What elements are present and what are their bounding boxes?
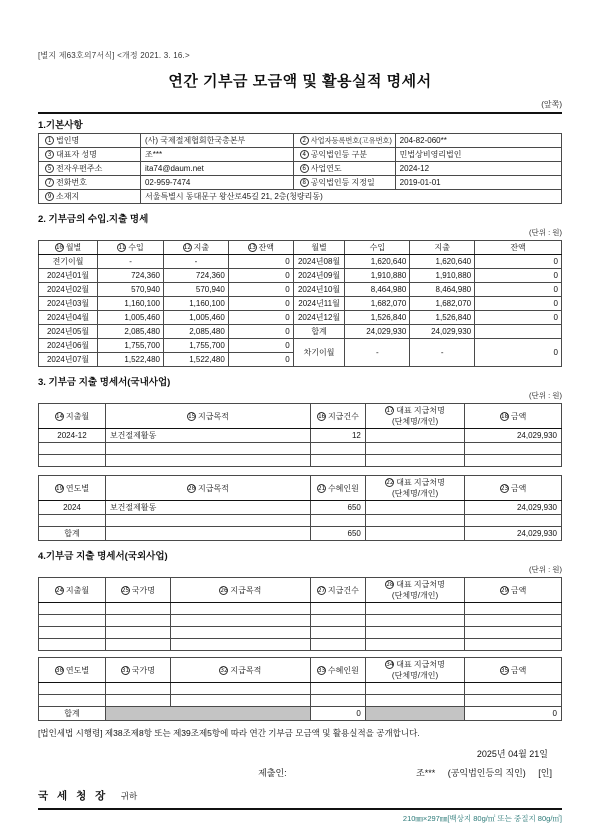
table-cell: 합계 — [39, 707, 106, 721]
table-cell — [365, 627, 464, 639]
circled-number: 35 — [500, 666, 509, 674]
table-cell — [365, 707, 464, 721]
unit-note: (단위 : 원) — [529, 228, 562, 237]
table-cell: 1,522,480 — [163, 353, 228, 367]
table-row — [39, 311, 562, 325]
domestic-monthly-expense-table — [38, 403, 562, 467]
table-cell: 570,940 — [163, 283, 228, 297]
table-cell: 0 — [228, 297, 293, 311]
table-cell — [465, 695, 562, 707]
table-cell: 0 — [228, 311, 293, 325]
header-row — [39, 578, 562, 603]
table-cell: 0 — [228, 255, 293, 269]
table-cell — [365, 455, 464, 467]
table-cell: 650 — [310, 527, 365, 541]
column-header: 32 지급목적 — [170, 658, 310, 683]
table-row — [39, 515, 562, 527]
table-row — [39, 190, 562, 204]
table-cell — [310, 603, 365, 615]
table-cell — [105, 443, 310, 455]
table-cell — [105, 603, 170, 615]
table-cell: 0 — [475, 297, 562, 311]
column-header: 12 지출 — [163, 241, 228, 255]
column-header: 22 대표 지급처명 (단체명/개인) — [365, 476, 464, 501]
circled-number: 8 — [300, 178, 309, 187]
table-row — [39, 297, 562, 311]
table-cell: 2024년12월 — [293, 311, 345, 325]
table-cell: 1,526,840 — [410, 311, 475, 325]
circled-number: 6 — [300, 164, 309, 173]
column-header: 28 대표 지급처명 (단체명/개인) — [365, 578, 464, 603]
table-cell: 5 전자우편주소 — [39, 162, 141, 176]
circled-number: 15 — [187, 412, 196, 420]
table-cell — [310, 627, 365, 639]
table-cell: 2,085,480 — [98, 325, 164, 339]
table-cell: 2024년06월 — [39, 339, 98, 353]
table-cell: 1,160,100 — [163, 297, 228, 311]
circled-number: 12 — [183, 244, 191, 251]
table-cell — [465, 603, 562, 615]
recipient-row — [38, 786, 562, 810]
column-header: 수입 — [345, 241, 410, 255]
table-cell: 합계 — [39, 527, 106, 541]
table-cell: - — [98, 255, 164, 269]
table-cell: 3 대표자 성명 — [39, 148, 141, 162]
circled-number: 26 — [220, 586, 228, 594]
table-cell: 1,005,460 — [98, 311, 164, 325]
table-cell: 24,029,930 — [465, 501, 562, 515]
table-cell — [365, 639, 464, 651]
table-cell: 1,526,840 — [345, 311, 410, 325]
column-header: 30 연도별 — [39, 658, 106, 683]
table-cell: 2024년08월 — [293, 255, 345, 269]
table-cell: 1,682,070 — [410, 297, 475, 311]
section3-heading: 3. 기부금 지출 명세서(국내사업) — [38, 377, 171, 388]
table-cell: 2024-12 — [39, 429, 106, 443]
table-cell: 724,360 — [98, 269, 164, 283]
unit-note: (단위 : 원) — [529, 565, 562, 574]
table-cell — [39, 455, 106, 467]
column-header: 14 지출월 — [39, 404, 106, 429]
column-header: 29 금액 — [465, 578, 562, 603]
table-cell: 합계 — [293, 325, 345, 339]
paper-spec-note: 210㎜×297㎜[백상지 80g/㎡ 또는 중질지 80g/㎡] — [402, 814, 562, 823]
table-row — [39, 695, 562, 707]
table-cell: 2024년02월 — [39, 283, 98, 297]
table-cell — [465, 515, 562, 527]
table-cell: 서울특별시 동대문구 왕산로45길 21, 2층(청량리동) — [140, 190, 561, 204]
table-cell: 4 공익법인등 구분 — [293, 148, 395, 162]
table-row — [39, 134, 562, 148]
submitter-name: 조*** — [416, 768, 436, 778]
table-cell: 6 사업연도 — [293, 162, 395, 176]
table-cell: 2024-12 — [395, 162, 561, 176]
circled-number: 31 — [121, 666, 129, 674]
table-row — [39, 627, 562, 639]
header-row — [39, 658, 562, 683]
table-row — [39, 429, 562, 443]
table-cell: 0 — [228, 353, 293, 367]
header-row — [39, 404, 562, 429]
table-cell: 2024년01월 — [39, 269, 98, 283]
table-row — [39, 603, 562, 615]
recipient-name: 국 세 청 장 — [38, 790, 109, 802]
table-cell — [310, 695, 365, 707]
table-cell — [365, 615, 464, 627]
seal-note: (공익법인등의 직인) — [447, 768, 526, 778]
table-cell: - — [410, 339, 475, 367]
table-cell: 2024년10월 — [293, 283, 345, 297]
table-cell — [170, 603, 310, 615]
circled-number: 21 — [317, 484, 326, 492]
seal-mark: [인] — [538, 768, 552, 778]
table-cell: 9 소재지 — [39, 190, 141, 204]
circled-number: 25 — [121, 586, 129, 594]
table-cell: 24,029,930 — [465, 429, 562, 443]
table-cell — [105, 627, 170, 639]
table-cell — [475, 325, 562, 339]
submitter-label: 제출인: — [258, 768, 287, 778]
table-cell: 2019-01-01 — [395, 176, 561, 190]
table-row — [39, 255, 562, 269]
table-row — [39, 707, 562, 721]
table-cell — [105, 683, 170, 695]
circled-number: 19 — [55, 484, 64, 492]
table-cell — [365, 527, 464, 541]
circled-number: 22 — [386, 479, 394, 486]
table-cell: 1,620,640 — [345, 255, 410, 269]
circled-number: 14 — [55, 412, 64, 420]
circled-number: 2 — [300, 136, 309, 145]
table-row — [39, 443, 562, 455]
table-cell — [105, 615, 170, 627]
column-header: 지출 — [410, 241, 475, 255]
circled-number: 3 — [45, 150, 54, 159]
circled-number: 17 — [386, 407, 394, 414]
submitter-row — [38, 766, 562, 779]
table-cell: 12 — [310, 429, 365, 443]
table-cell: 1,755,700 — [98, 339, 164, 353]
table-cell: 1,755,700 — [163, 339, 228, 353]
table-cell: 2024년07월 — [39, 353, 98, 367]
circled-number: 18 — [500, 412, 509, 420]
table-row — [39, 527, 562, 541]
table-row — [39, 639, 562, 651]
table-cell: 민법상비영리법인 — [395, 148, 561, 162]
circled-number: 7 — [45, 178, 54, 187]
section-divider — [38, 112, 562, 114]
table-cell — [170, 695, 310, 707]
section2-heading: 2. 기부금의 수입.지출 명세 — [38, 214, 149, 225]
table-cell: 0 — [475, 283, 562, 297]
table-cell — [310, 615, 365, 627]
table-cell — [105, 695, 170, 707]
income-expense-table — [38, 240, 562, 367]
table-cell: 02-959-7474 — [140, 176, 293, 190]
table-cell — [365, 683, 464, 695]
column-header: 월별 — [293, 241, 345, 255]
table-cell — [465, 615, 562, 627]
column-header: 19 연도별 — [39, 476, 106, 501]
table-cell: 0 — [310, 707, 365, 721]
table-row — [39, 148, 562, 162]
circled-number: 20 — [187, 484, 196, 492]
table-cell: 0 — [475, 339, 562, 367]
page-title: 연간 기부금 모금액 및 활용실적 명세서 — [168, 73, 432, 90]
section1-heading: 1.기본사항 — [38, 120, 83, 131]
table-cell — [465, 627, 562, 639]
submission-date: 2025년 04월 21일 — [476, 749, 548, 759]
circled-number: 10 — [55, 244, 64, 251]
domestic-yearly-expense-table — [38, 475, 562, 541]
table-cell: 1,522,480 — [98, 353, 164, 367]
basic-info-table — [38, 133, 562, 204]
column-header: 35 금액 — [465, 658, 562, 683]
circled-number: 9 — [45, 192, 54, 201]
table-cell: 8,464,980 — [345, 283, 410, 297]
table-cell — [365, 501, 464, 515]
table-cell: 0 — [228, 339, 293, 353]
column-header: 25 국가명 — [105, 578, 170, 603]
table-cell — [105, 515, 310, 527]
unit-note: (단위 : 원) — [529, 391, 562, 400]
table-row — [39, 501, 562, 515]
table-cell — [105, 707, 310, 721]
table-cell — [365, 443, 464, 455]
header-row — [39, 476, 562, 501]
table-cell: 1,160,100 — [98, 297, 164, 311]
circled-number: 24 — [55, 586, 64, 594]
circled-number: 13 — [248, 244, 256, 251]
table-cell — [105, 455, 310, 467]
overseas-monthly-expense-table — [38, 577, 562, 651]
table-gap — [38, 467, 562, 473]
circled-number: 29 — [500, 586, 509, 594]
table-cell — [310, 455, 365, 467]
table-cell: 1,682,070 — [345, 297, 410, 311]
table-cell: 0 — [228, 269, 293, 283]
table-cell — [39, 615, 106, 627]
table-cell: 2024년09월 — [293, 269, 345, 283]
column-header: 15 지급목적 — [105, 404, 310, 429]
table-cell — [39, 603, 106, 615]
circled-number: 16 — [317, 412, 326, 420]
table-cell: 보건절제활동 — [105, 429, 310, 443]
column-header: 잔액 — [475, 241, 562, 255]
table-row — [39, 176, 562, 190]
table-cell: 0 — [475, 269, 562, 283]
column-header: 33 수혜인원 — [310, 658, 365, 683]
table-cell: 1,910,880 — [345, 269, 410, 283]
column-header: 20 지급목적 — [105, 476, 310, 501]
table-cell: 2 사업자등록번호(고유번호) — [293, 134, 395, 148]
table-cell: 2024년11월 — [293, 297, 345, 311]
column-header: 21 수혜인원 — [310, 476, 365, 501]
circled-number: 33 — [317, 666, 326, 674]
circled-number: 28 — [386, 581, 394, 588]
table-cell — [170, 683, 310, 695]
section4-heading: 4.기부금 지출 명세서(국외사업) — [38, 551, 168, 562]
column-header: 13 잔액 — [228, 241, 293, 255]
table-cell: 조*** — [140, 148, 293, 162]
table-row — [39, 455, 562, 467]
column-header: 16 지급건수 — [310, 404, 365, 429]
table-cell: - — [163, 255, 228, 269]
table-cell: 0 — [475, 311, 562, 325]
table-cell — [465, 683, 562, 695]
circled-number: 32 — [220, 666, 228, 674]
table-cell: 0 — [475, 255, 562, 269]
table-cell — [365, 603, 464, 615]
recipient-suffix: 귀하 — [120, 791, 138, 801]
table-cell: 24,029,930 — [465, 527, 562, 541]
column-header: 31 국가명 — [105, 658, 170, 683]
column-header: 26 지급목적 — [170, 578, 310, 603]
table-cell: (사) 국제절제협회한국총본부 — [140, 134, 293, 148]
column-header: 17 대표 지급처명 (단체명/개인) — [365, 404, 464, 429]
table-row — [39, 269, 562, 283]
column-header: 34 대표 지급처명 (단체명/개인) — [365, 658, 464, 683]
table-cell — [39, 639, 106, 651]
table-cell — [39, 695, 106, 707]
header-row — [39, 241, 562, 255]
table-row — [39, 615, 562, 627]
table-cell — [39, 683, 106, 695]
table-row — [39, 339, 562, 353]
table-cell: 724,360 — [163, 269, 228, 283]
circled-number: 34 — [386, 661, 394, 668]
table-cell — [365, 429, 464, 443]
circled-number: 23 — [500, 484, 509, 492]
table-cell — [170, 627, 310, 639]
overseas-yearly-expense-table — [38, 657, 562, 721]
table-cell: 570,940 — [98, 283, 164, 297]
table-cell — [365, 515, 464, 527]
table-cell — [310, 515, 365, 527]
table-row — [39, 162, 562, 176]
table-cell: 보건절제활동 — [105, 501, 310, 515]
form-reference: [별지 제63호의7서식] <개정 2021. 3. 16.> — [38, 51, 190, 60]
column-header: 24 지출월 — [39, 578, 106, 603]
table-cell — [170, 615, 310, 627]
table-cell: 2024년05월 — [39, 325, 98, 339]
table-cell — [365, 695, 464, 707]
page-side-label: (앞쪽) — [541, 100, 562, 109]
table-cell — [465, 639, 562, 651]
table-cell — [310, 639, 365, 651]
table-cell: 1,620,640 — [410, 255, 475, 269]
table-row — [39, 683, 562, 695]
table-cell — [105, 527, 310, 541]
table-cell — [465, 443, 562, 455]
table-cell: 2024 — [39, 501, 106, 515]
table-cell: 2,085,480 — [163, 325, 228, 339]
circled-number: 5 — [45, 164, 54, 173]
legal-declaration: [법인세법 시행령] 제38조제8항 또는 제39조제5항에 따라 연간 기부금 모금액 및 활용실적을 공개합니다. — [38, 728, 420, 738]
table-cell: ita74@daum.net — [140, 162, 293, 176]
table-row — [39, 325, 562, 339]
column-header: 10 월별 — [39, 241, 98, 255]
table-cell — [310, 683, 365, 695]
table-cell: 1,910,880 — [410, 269, 475, 283]
table-cell: 0 — [228, 283, 293, 297]
column-header: 27 지급건수 — [310, 578, 365, 603]
table-cell: - — [345, 339, 410, 367]
column-header: 18 금액 — [465, 404, 562, 429]
circled-number: 4 — [300, 150, 309, 159]
table-cell: 0 — [465, 707, 562, 721]
table-cell — [39, 627, 106, 639]
submitter-signature — [406, 766, 562, 779]
column-header: 11 수입 — [98, 241, 164, 255]
circled-number: 11 — [118, 244, 126, 251]
table-cell — [105, 639, 170, 651]
table-gap — [38, 651, 562, 655]
table-cell: 차기이월 — [293, 339, 345, 367]
table-row — [39, 283, 562, 297]
circled-number: 27 — [317, 586, 326, 594]
table-cell: 7 전화번호 — [39, 176, 141, 190]
table-cell: 1,005,460 — [163, 311, 228, 325]
table-cell: 2024년04월 — [39, 311, 98, 325]
table-cell — [39, 443, 106, 455]
table-cell: 204-82-060** — [395, 134, 561, 148]
table-cell — [39, 515, 106, 527]
table-cell — [310, 443, 365, 455]
table-cell — [170, 639, 310, 651]
table-cell: 전기이월 — [39, 255, 98, 269]
table-cell — [465, 455, 562, 467]
table-cell: 24,029,930 — [345, 325, 410, 339]
table-cell: 650 — [310, 501, 365, 515]
circled-number: 30 — [55, 666, 64, 674]
table-cell: 2024년03월 — [39, 297, 98, 311]
table-cell: 8 공익법인등 지정일 — [293, 176, 395, 190]
table-cell: 1 법인명 — [39, 134, 141, 148]
table-cell: 8,464,980 — [410, 283, 475, 297]
column-header: 23 금액 — [465, 476, 562, 501]
table-cell: 0 — [228, 325, 293, 339]
table-cell: 24,029,930 — [410, 325, 475, 339]
circled-number: 1 — [45, 136, 54, 145]
